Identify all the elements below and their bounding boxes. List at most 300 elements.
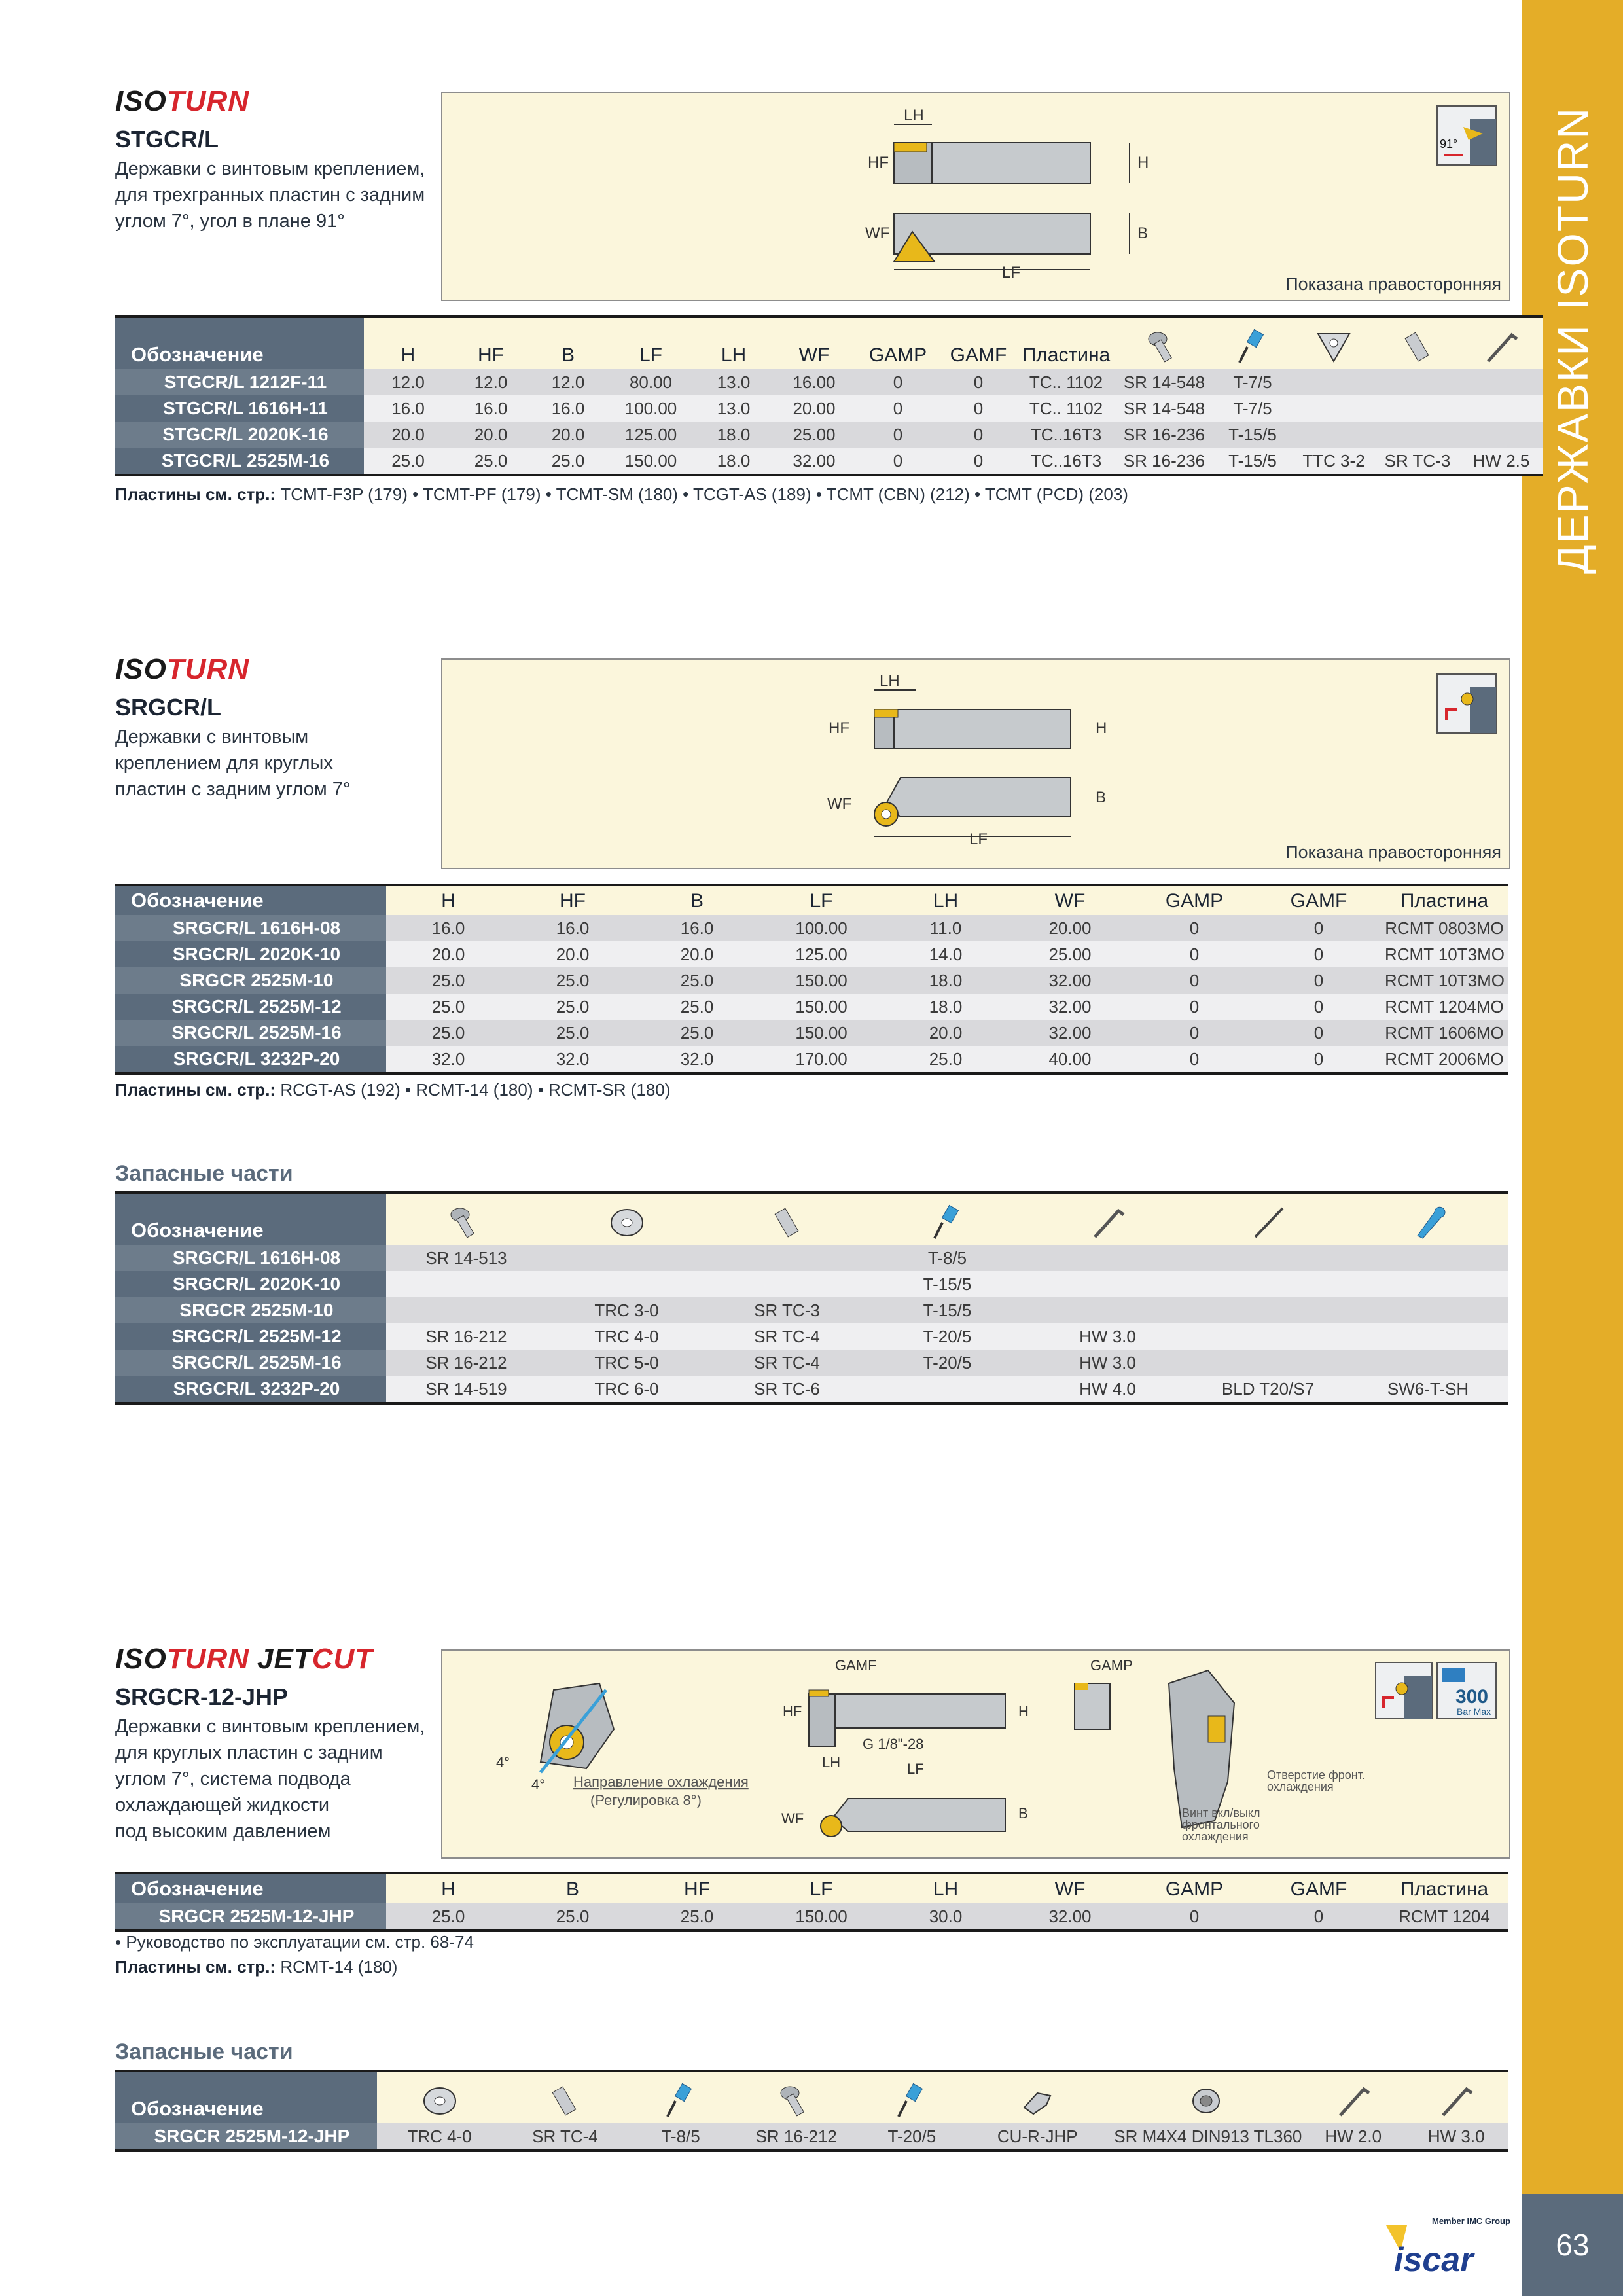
svg-text:фронтального: фронтального [1182, 1818, 1260, 1831]
table-cell: 0 [1132, 941, 1257, 967]
table-cell: 25.0 [386, 1020, 510, 1046]
table-cell: CU-R-JHP [965, 2123, 1110, 2151]
table-cell [1188, 1245, 1348, 1271]
row-designation: SRGCR/L 2525M-12 [115, 994, 386, 1020]
table-cell: 0 [856, 395, 940, 422]
table-cell [1348, 1350, 1508, 1376]
table-cell: 25.0 [635, 1020, 759, 1046]
svg-text:Винт вкл/выкл: Винт вкл/выкл [1182, 1806, 1260, 1820]
product-description: Державки с винтовым креплением для круглых пластин с задним углом 7° [115, 726, 351, 800]
table-cell: 0 [1257, 967, 1381, 994]
col-header: LF [639, 344, 662, 366]
table-cell: 125.00 [759, 941, 883, 967]
table-jhp-spares [115, 2070, 1508, 2152]
hex-key-icon [1027, 1193, 1188, 1245]
table-cell: HW 2.0 [1302, 2123, 1404, 2151]
table-cell: 25.0 [364, 448, 452, 475]
svg-text:4°: 4° [496, 1754, 510, 1770]
svg-text:охлаждения: охлаждения [1182, 1830, 1249, 1843]
table-cell: 0 [1257, 994, 1381, 1020]
product-description: Державки с винтовым креплением, для круглых пластин с задним углом 7°, система подвода охлаждающей жидкости под высоким давлением [115, 1716, 425, 1842]
svg-text:GAMP: GAMP [1090, 1657, 1133, 1674]
row-designation: SRGCR/L 2525M-16 [115, 1350, 386, 1376]
table-cell: 12.0 [364, 369, 452, 395]
row-designation: SRGCR 2525M-12-JHP [115, 2123, 377, 2151]
row-designation: STGCR/L 2525M-16 [115, 448, 364, 475]
svg-text:LF: LF [969, 831, 988, 848]
table-cell [1292, 422, 1376, 448]
table-row [115, 1350, 1508, 1376]
table-cell: TC..16T3 [1017, 448, 1115, 475]
table-cell: BLD T20/S7 [1188, 1376, 1348, 1403]
table-cell: RCMT 1204MO [1381, 994, 1508, 1020]
table-cell: 32.0 [386, 1046, 510, 1073]
shim-screw-icon [1376, 317, 1459, 369]
table-cell: 12.0 [452, 369, 529, 395]
table-cell [1348, 1323, 1508, 1350]
row-designation: SRGCR/L 2020K-10 [115, 941, 386, 967]
svg-text:H: H [1096, 719, 1107, 737]
col-header: LH [721, 344, 747, 366]
table-cell: SR 14-513 [386, 1245, 546, 1271]
table-row [115, 395, 1543, 422]
table-cell [1376, 395, 1459, 422]
table-cell: 18.0 [695, 422, 772, 448]
table-cell: T-20/5 [867, 1350, 1027, 1376]
table-cell: TC..16T3 [1017, 422, 1115, 448]
table-cell: T-7/5 [1213, 395, 1292, 422]
row-designation: SRGCR 2525M-10 [115, 967, 386, 994]
table-cell: 25.0 [635, 1903, 759, 1931]
table-row [115, 915, 1508, 941]
svg-text:(Регулировка 8°): (Регулировка 8°) [590, 1792, 702, 1808]
product-description: Державки с винтовым креплением, для трехгранных пластин с задним углом 7°, угол в плане 91° [115, 158, 425, 232]
key-icon [859, 2071, 965, 2123]
col-header: B [565, 1878, 579, 1900]
table-cell: 20.0 [452, 422, 529, 448]
table-cell: SR 14-548 [1115, 369, 1213, 395]
shim-icon [546, 1193, 707, 1245]
table-cell: 25.0 [510, 1020, 635, 1046]
table-cell: 18.0 [883, 994, 1008, 1020]
table-cell [1027, 1297, 1188, 1323]
table-cell: 0 [1257, 941, 1381, 967]
table-row [115, 941, 1508, 967]
table-cell: 14.0 [883, 941, 1008, 967]
col-header: LF [810, 890, 833, 912]
dim-lh: LH [904, 107, 924, 124]
table-row [115, 1271, 1508, 1297]
table-cell: 0 [856, 369, 940, 395]
table-cell [1292, 395, 1376, 422]
dim-hf: HF [868, 154, 889, 171]
table-cell: 25.0 [883, 1046, 1008, 1073]
table-cell: 0 [856, 448, 940, 475]
table-row [115, 1903, 1508, 1931]
svg-text:G 1/8"-28: G 1/8"-28 [863, 1736, 924, 1752]
table-cell [1459, 395, 1543, 422]
table-cell: 0 [1257, 1046, 1381, 1073]
table-cell: 25.0 [635, 994, 759, 1020]
table-cell: 125.00 [607, 422, 695, 448]
table-cell: T-8/5 [628, 2123, 734, 2151]
table-cell [1188, 1297, 1348, 1323]
figure-stgcr [441, 92, 1510, 301]
row-designation: SRGCR/L 1616H-08 [115, 915, 386, 941]
table-cell: SR TC-3 [1376, 448, 1459, 475]
col-header-designation: Обозначение [115, 2071, 377, 2123]
table-cell: 16.0 [510, 915, 635, 941]
table-cell: 16.0 [386, 915, 510, 941]
table-cell: 150.00 [607, 448, 695, 475]
table-row [115, 1376, 1508, 1403]
table-cell [386, 1297, 546, 1323]
table-cell: SW6-T-SH [1348, 1376, 1508, 1403]
table-cell: 20.0 [364, 422, 452, 448]
table-cell: 0 [1132, 915, 1257, 941]
svg-text:300: 300 [1455, 1686, 1489, 1708]
row-designation: STGCR/L 1616H-11 [115, 395, 364, 422]
table-cell: SR TC-4 [707, 1323, 867, 1350]
table-cell: RCMT 10T3MO [1381, 967, 1508, 994]
holder-drawing [442, 660, 1509, 868]
col-header: HF [478, 344, 504, 366]
key-icon [867, 1193, 1027, 1245]
table-cell [546, 1271, 707, 1297]
table-cell: 150.00 [759, 994, 883, 1020]
table-cell: 20.0 [386, 941, 510, 967]
col-header-designation: Обозначение [115, 885, 386, 915]
table-cell: HW 3.0 [1027, 1350, 1188, 1376]
table-cell: 32.00 [1008, 1903, 1132, 1931]
table-cell: TRC 5-0 [546, 1350, 707, 1376]
table-cell: 0 [1257, 1020, 1381, 1046]
table-cell: 40.00 [1008, 1046, 1132, 1073]
table-cell: 25.0 [510, 1903, 635, 1931]
hex-key-icon [1302, 2071, 1404, 2123]
spares-title: Запасные части [115, 1161, 293, 1186]
table-cell: 25.0 [452, 448, 529, 475]
table-cell: 80.00 [607, 369, 695, 395]
col-header: Пластина [1400, 890, 1489, 912]
table-cell: TC.. 1102 [1017, 369, 1115, 395]
table-cell: TRC 4-0 [546, 1323, 707, 1350]
svg-text:HF: HF [829, 719, 849, 737]
table-cell: 11.0 [883, 915, 1008, 941]
table-row [115, 1297, 1508, 1323]
row-designation: SRGCR/L 2525M-16 [115, 1020, 386, 1046]
table-row [115, 1323, 1508, 1350]
table-cell: 30.0 [883, 1903, 1008, 1931]
dim-b: B [1137, 224, 1149, 242]
table-cell: 32.00 [1008, 967, 1132, 994]
inserts-reference: Пластины см. стр.: RCMT-14 (180) [115, 1957, 398, 1977]
dim-wf: WF [865, 224, 890, 242]
figure-srgcr [441, 658, 1510, 869]
approach-angle: 91° [1440, 137, 1458, 151]
table-cell [1027, 1271, 1188, 1297]
table-cell [1027, 1245, 1188, 1271]
row-designation: SRGCR/L 3232P-20 [115, 1046, 386, 1073]
svg-text:Bar Max: Bar Max [1457, 1706, 1491, 1717]
row-designation: STGCR/L 2020K-16 [115, 422, 364, 448]
table-cell: SR TC-4 [503, 2123, 628, 2151]
table-cell [1188, 1323, 1348, 1350]
col-header: H [401, 344, 416, 366]
table-cell [1292, 369, 1376, 395]
table-cell: 25.00 [1008, 941, 1132, 967]
table-cell: T-20/5 [859, 2123, 965, 2151]
table-cell: 32.00 [1008, 994, 1132, 1020]
product-code: STGCR/L [115, 126, 219, 152]
table-cell: 16.00 [772, 369, 856, 395]
col-header: GAMF [1290, 890, 1347, 912]
table-cell: 25.00 [772, 422, 856, 448]
table-cell: SR 14-519 [386, 1376, 546, 1403]
table-cell [386, 1271, 546, 1297]
col-header: HF [560, 890, 586, 912]
table-cell: SR M4X4 DIN913 TL360 [1110, 2123, 1302, 2151]
hex-key-icon [1404, 2071, 1508, 2123]
col-header: GAMP [868, 344, 927, 366]
row-designation: SRGCR/L 2020K-10 [115, 1271, 386, 1297]
table-cell: SR 14-548 [1115, 395, 1213, 422]
table-row [115, 2123, 1508, 2151]
table-cell: 20.00 [772, 395, 856, 422]
row-designation: SRGCR/L 1616H-08 [115, 1245, 386, 1271]
table-cell: 16.0 [452, 395, 529, 422]
shim-screw-icon [503, 2071, 628, 2123]
svg-text:WF: WF [827, 795, 852, 813]
table-srgcr [115, 884, 1508, 1075]
table-row [115, 369, 1543, 395]
member-text: Member IMC Group [1432, 2216, 1510, 2226]
table-cell: TRC 6-0 [546, 1376, 707, 1403]
table-cell: SR TC-4 [707, 1350, 867, 1376]
table-cell: 25.0 [529, 448, 607, 475]
table-row [115, 448, 1543, 475]
table-cell: 25.0 [510, 994, 635, 1020]
table-cell: 32.00 [1008, 1020, 1132, 1046]
clamp-icon [965, 2071, 1110, 2123]
table-cell: T-15/5 [867, 1297, 1027, 1323]
row-designation: SRGCR 2525M-12-JHP [115, 1903, 386, 1931]
table-cell: SR 16-236 [1115, 448, 1213, 475]
table-cell [1459, 422, 1543, 448]
table-cell: 32.0 [635, 1046, 759, 1073]
isoturn-jetcut-brand: ISOTURN JETCUT [115, 1643, 374, 1675]
plug-screw-icon [1110, 2071, 1302, 2123]
table-row [115, 1245, 1508, 1271]
table-cell: HW 3.0 [1404, 2123, 1508, 2151]
col-header: GAMP [1165, 1878, 1224, 1900]
holder-drawing [442, 93, 1509, 300]
table-cell [1188, 1271, 1348, 1297]
table-cell: 100.00 [607, 395, 695, 422]
svg-text:B: B [1018, 1805, 1028, 1821]
col-header: LF [810, 1878, 833, 1900]
col-header-designation: Обозначение [115, 317, 364, 369]
key-icon [1213, 317, 1292, 369]
table-cell: 0 [940, 369, 1017, 395]
table-cell [1188, 1350, 1348, 1376]
manual-note: • Руководство по эксплуатации см. стр. 68-74 [115, 1932, 474, 1952]
screw-icon [1115, 317, 1213, 369]
holder-drawing [442, 1651, 1509, 1857]
svg-text:LH: LH [822, 1754, 841, 1770]
blade-icon [1188, 1193, 1348, 1245]
table-cell: T-15/5 [867, 1271, 1027, 1297]
table-cell: SR 16-212 [734, 2123, 859, 2151]
table-cell: TTC 3-2 [1292, 448, 1376, 475]
key-icon [628, 2071, 734, 2123]
table-cell: 20.00 [1008, 915, 1132, 941]
hex-key-icon [1459, 317, 1543, 369]
table-cell: 0 [940, 395, 1017, 422]
svg-text:B: B [1096, 789, 1107, 806]
svg-text:iscar: iscar [1394, 2241, 1474, 2279]
table-cell: RCMT 1606MO [1381, 1020, 1508, 1046]
shim-icon [377, 2071, 503, 2123]
table-cell: T-15/5 [1213, 448, 1292, 475]
svg-text:Отверстие фронт.: Отверстие фронт. [1267, 1768, 1365, 1782]
inserts-reference: Пластины см. стр.: RCGT-AS (192) • RCMT-14 (180) • RCMT-SR (180) [115, 1080, 671, 1100]
col-header: LH [933, 1878, 959, 1900]
dim-h: H [1137, 154, 1149, 171]
svg-text:LH: LH [880, 672, 900, 690]
table-stgcr [115, 315, 1543, 476]
figure-caption: Показана правосторонняя [1285, 274, 1501, 294]
table-cell: SR 16-212 [386, 1323, 546, 1350]
table-row [115, 967, 1508, 994]
table-cell: SR TC-6 [707, 1376, 867, 1403]
col-header-designation: Обозначение [115, 1873, 386, 1903]
table-cell: HW 4.0 [1027, 1376, 1188, 1403]
isoturn-brand: ISOTURN [115, 85, 249, 117]
table-cell: 16.0 [635, 915, 759, 941]
table-cell: 32.0 [510, 1046, 635, 1073]
table-cell: T-8/5 [867, 1245, 1027, 1271]
table-jhp [115, 1872, 1508, 1932]
table-cell: SR TC-3 [707, 1297, 867, 1323]
table-cell: 0 [1257, 1903, 1381, 1931]
table-row [115, 422, 1543, 448]
table-cell: T-20/5 [867, 1323, 1027, 1350]
table-cell: SR 16-236 [1115, 422, 1213, 448]
svg-text:WF: WF [781, 1810, 804, 1827]
table-cell: 32.00 [772, 448, 856, 475]
table-cell [1376, 422, 1459, 448]
col-header: HF [684, 1878, 710, 1900]
table-cell: 16.0 [529, 395, 607, 422]
table-cell [707, 1271, 867, 1297]
table-cell: RCMT 2006MO [1381, 1046, 1508, 1073]
inserts-reference: Пластины см. стр.: TCMT-F3P (179) • TCMT-PF (179) • TCMT-SM (180) • TCGT-AS (189) • TCMT (CBN) (212) • TCMT (PCD) (203) [115, 484, 1128, 504]
dim-lf: LF [1002, 264, 1021, 281]
row-designation: STGCR/L 1212F-11 [115, 369, 364, 395]
table-cell [867, 1376, 1027, 1403]
svg-text:LF: LF [907, 1761, 924, 1777]
col-header-designation: Обозначение [115, 1193, 386, 1245]
table-cell: RCMT 1204 [1381, 1903, 1508, 1931]
table-cell: 20.0 [635, 941, 759, 967]
table-cell: TRC 3-0 [546, 1297, 707, 1323]
table-row [115, 1020, 1508, 1046]
table-cell [1348, 1271, 1508, 1297]
table-cell: 25.0 [635, 967, 759, 994]
table-row [115, 1046, 1508, 1073]
table-cell: RCMT 10T3MO [1381, 941, 1508, 967]
table-cell: 18.0 [883, 967, 1008, 994]
table-cell [546, 1245, 707, 1271]
col-header: Пластина [1022, 344, 1111, 366]
iscar-logo [1381, 2212, 1512, 2284]
svg-text:H: H [1018, 1703, 1029, 1719]
figure-caption: Показана правосторонняя [1285, 842, 1501, 862]
col-header: GAMF [1290, 1878, 1347, 1900]
table-cell: 25.0 [386, 1903, 510, 1931]
table-cell: 0 [1132, 1046, 1257, 1073]
table-cell: 0 [940, 448, 1017, 475]
table-cell: 0 [1132, 1903, 1257, 1931]
spares-title: Запасные части [115, 2039, 293, 2064]
col-header: WF [1054, 1878, 1086, 1900]
table-cell: 20.0 [510, 941, 635, 967]
screw-icon [734, 2071, 859, 2123]
table-cell: 12.0 [529, 369, 607, 395]
table-cell [1348, 1297, 1508, 1323]
sidebar-title: ДЕРЖАВКИ ISOTURN [1548, 106, 1597, 575]
col-header: LH [933, 890, 959, 912]
figure-jhp [441, 1649, 1510, 1859]
table-cell: SR 16-212 [386, 1350, 546, 1376]
table-cell: 25.0 [386, 994, 510, 1020]
table-cell: 20.0 [529, 422, 607, 448]
col-header: GAMP [1165, 890, 1224, 912]
table-cell: TRC 4-0 [377, 2123, 503, 2151]
product-code: SRGCR/L [115, 694, 221, 721]
table-cell: 13.0 [695, 369, 772, 395]
table-cell: RCMT 0803MO [1381, 915, 1508, 941]
svg-text:охлаждения: охлаждения [1267, 1780, 1334, 1793]
table-cell [1459, 369, 1543, 395]
page-number: 63 [1522, 2194, 1623, 2296]
table-cell: 20.0 [883, 1020, 1008, 1046]
table-cell: 18.0 [695, 448, 772, 475]
col-header: Пластина [1400, 1878, 1489, 1900]
col-header: WF [798, 344, 830, 366]
table-cell: HW 3.0 [1027, 1323, 1188, 1350]
screw-icon [386, 1193, 546, 1245]
col-header: H [441, 890, 455, 912]
table-cell: 0 [1132, 967, 1257, 994]
table-cell: 16.0 [364, 395, 452, 422]
table-cell: T-15/5 [1213, 422, 1292, 448]
row-designation: SRGCR/L 2525M-12 [115, 1323, 386, 1350]
table-cell [1348, 1245, 1508, 1271]
table-cell: 25.0 [510, 967, 635, 994]
row-designation: SRGCR/L 3232P-20 [115, 1376, 386, 1403]
isoturn-brand: ISOTURN [115, 653, 249, 685]
svg-text:4°: 4° [531, 1776, 546, 1793]
col-header: B [561, 344, 575, 366]
table-cell: 150.00 [759, 1020, 883, 1046]
shim-icon [1292, 317, 1376, 369]
table-srgcr-spares [115, 1191, 1508, 1405]
table-cell: 150.00 [759, 967, 883, 994]
product-code: SRGCR-12-JHP [115, 1683, 289, 1710]
table-cell: 13.0 [695, 395, 772, 422]
